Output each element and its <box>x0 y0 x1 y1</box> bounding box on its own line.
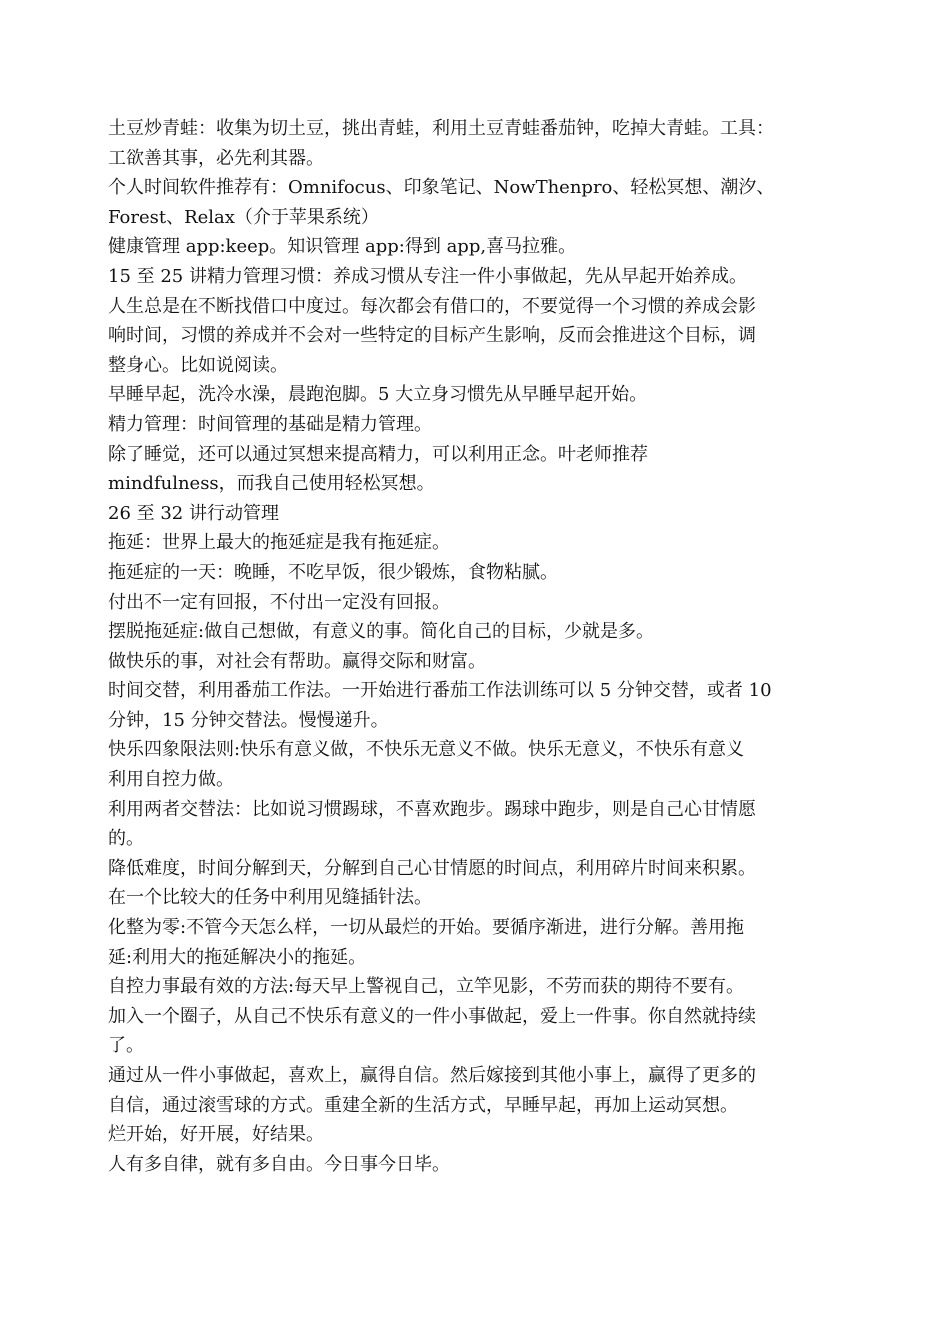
paragraph: 土豆炒青蛙：收集为切土豆，挑出青蛙，利用土豆青蛙番茄钟，吃掉大青蛙。工具： 工欲善其事，必先利其器。 <box>108 118 774 169</box>
document-body <box>108 114 848 1179</box>
paragraph: 摆脱拖延症:做自己想做，有意义的事。简化自己的目标，少就是多。 <box>108 621 655 643</box>
paragraph: 快乐四象限法则:快乐有意义做，不快乐无意义不做。快乐无意义，不快乐有意义 利用自控力做。 <box>108 739 745 791</box>
section-heading: 26 至 32 讲行动管理 <box>108 502 279 524</box>
paragraph: 烂开始，好开展，好结果。 <box>108 1124 324 1146</box>
paragraph: 时间交替，利用番茄工作法。一开始进行番茄工作法训练可以 5 分钟交替，或者 10 分钟，15 分钟交替法。慢慢递升。 <box>108 680 772 731</box>
paragraph: 人有多自律，就有多自由。今日事今日毕。 <box>108 1153 450 1175</box>
paragraph: 通过从一件小事做起，喜欢上，赢得自信。然后嫁接到其他小事上，赢得了更多的 自信，通过滚雪球的方式。重建全新的生活方式，早睡早起，再加上运动冥想。 <box>108 1065 756 1116</box>
paragraph: 精力管理：时间管理的基础是精力管理。 <box>108 413 432 435</box>
paragraph: 自控力事最有效的方法:每天早上警视自己，立竿见影，不劳而获的期待不要有。 <box>108 976 745 998</box>
paragraph: 拖延：世界上最大的拖延症是我有拖延症。 <box>108 532 450 554</box>
paragraph: 拖延症的一天：晚睡，不吃早饭，很少锻炼，食物粘腻。 <box>108 561 558 583</box>
paragraph: 15 至 25 讲精力管理习惯：养成习惯从专注一件小事做起，先从早起开始养成。 <box>108 265 747 287</box>
paragraph: 除了睡觉，还可以通过冥想来提高精力，可以利用正念。叶老师推荐 mindfulness，而我自己使用轻松冥想。 <box>108 443 648 495</box>
paragraph: 早睡早起，洗冷水澡，晨跑泡脚。5 大立身习惯先从早睡早起开始。 <box>108 384 648 406</box>
paragraph: 降低难度，时间分解到天，分解到自己心甘情愿的时间点，利用碎片时间来积累。 在一个比较大的任务中利用见缝插针法。 <box>108 857 756 909</box>
paragraph: 人生总是在不断找借口中度过。每次都会有借口的，不要觉得一个习惯的养成会影 响时间，习惯的养成并不会对一些特定的目标产生影响，反而会推进这个目标，调 整身心。比如说阅读。 <box>108 295 756 376</box>
paragraph: 健康管理 app:keep。知识管理 app:得到 app,喜马拉雅。 <box>108 236 577 258</box>
paragraph: 加入一个圈子，从自己不快乐有意义的一件小事做起，爱上一件事。你自然就持续 了。 <box>108 1005 756 1057</box>
paragraph: 化整为零:不管今天怎么样，一切从最烂的开始。要循序渐进，进行分解。善用拖 延:利用大的拖延解决小的拖延。 <box>108 917 745 968</box>
paragraph: 个人时间软件推荐有：Omnifocus、印象笔记、NowThenpro、轻松冥想、潮汐、 Forest、Relax（介于苹果系统） <box>108 177 775 228</box>
paragraph: 做快乐的事，对社会有帮助。赢得交际和财富。 <box>108 650 486 672</box>
paragraph: 利用两者交替法：比如说习惯踢球，不喜欢跑步。踢球中跑步，则是自己心甘情愿 的。 <box>108 798 756 850</box>
paragraph: 付出不一定有回报，不付出一定没有回报。 <box>108 591 450 613</box>
